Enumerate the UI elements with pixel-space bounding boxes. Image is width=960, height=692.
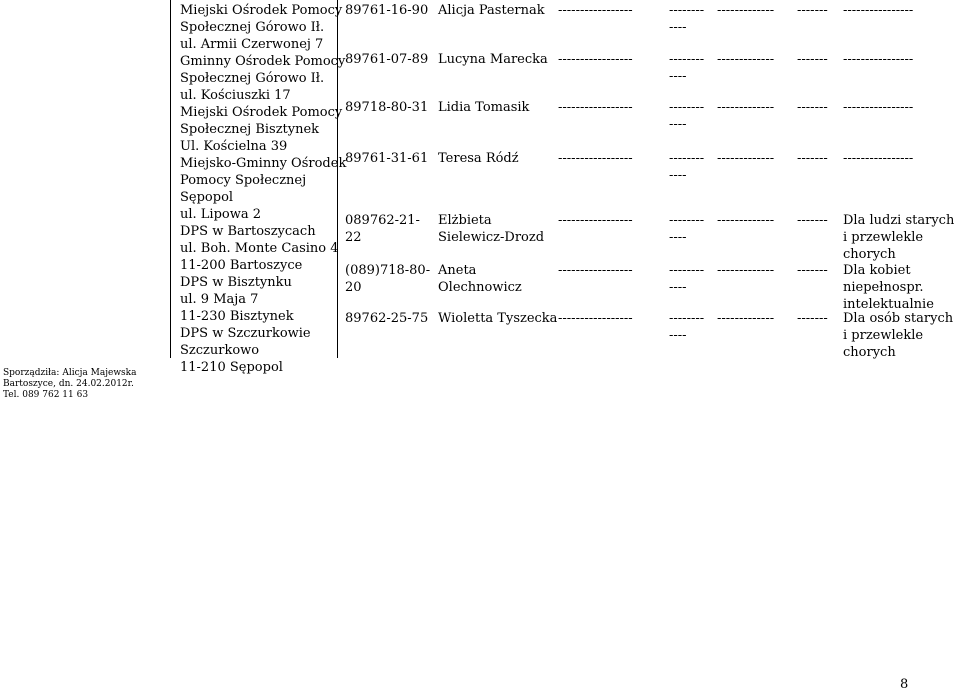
table-cell-c1: ----------------- — [558, 263, 633, 278]
institution-line: ul. Lipowa 2 — [180, 207, 262, 222]
table-cell-person: Elżbieta — [438, 213, 492, 228]
table-cell-c1: ----------------- — [558, 52, 633, 67]
table-cell-person: Olechnowicz — [438, 280, 522, 295]
institution-line: Społecznej Górowo Ił. — [180, 20, 325, 35]
prepared-by: Sporządziła: Alicja Majewska — [3, 368, 137, 378]
table-cell-person: Alicja Pasternak — [438, 3, 545, 18]
table-cell-c1: ----------------- — [558, 311, 633, 326]
table-cell-c3: ------------- — [717, 263, 775, 278]
table-cell-phone: (089)718-80- — [345, 263, 431, 278]
table-cell-phone: 89761-31-61 — [345, 151, 429, 166]
institution-line: DPS w Bisztynku — [180, 275, 292, 290]
institution-line: Pomocy Społecznej — [180, 173, 307, 188]
table-cell-c4: ------- — [797, 263, 828, 278]
institution-line: 11-200 Bartoszyce — [180, 258, 303, 273]
table-cell-c3: ------------- — [717, 213, 775, 228]
institution-line: Gminny Ośrodek Pomocy — [180, 54, 346, 69]
table-cell-person: Lidia Tomasik — [438, 100, 530, 115]
institution-line: DPS w Bartoszycach — [180, 224, 316, 239]
table-cell-c1: ----------------- — [558, 100, 633, 115]
institution-line: ul. Kościuszki 17 — [180, 88, 291, 103]
table-cell-c2: -------- — [669, 52, 705, 67]
table-cell-c5: niepełnospr. — [843, 280, 924, 295]
table-cell-c2: ---- — [669, 20, 687, 35]
institution-line: ul. Boh. Monte Casino 4 — [180, 241, 339, 256]
institution-line: Społecznej Bisztynek — [180, 122, 320, 137]
table-cell-c3: ------------- — [717, 100, 775, 115]
table-cell-c2: ---- — [669, 168, 687, 183]
table-border-line — [170, 0, 171, 358]
institution-line: Szczurkowo — [180, 343, 260, 358]
table-cell-c5: ---------------- — [843, 151, 914, 166]
table-cell-c2: ---- — [669, 280, 687, 295]
table-cell-person: Lucyna Marecka — [438, 52, 548, 67]
table-cell-c4: ------- — [797, 100, 828, 115]
institution-line: ul. Armii Czerwonej 7 — [180, 37, 324, 52]
table-cell-c2: -------- — [669, 263, 705, 278]
institution-line: Ul. Kościelna 39 — [180, 139, 288, 154]
table-cell-phone: 089762-21- — [345, 213, 420, 228]
table-cell-c5: Dla kobiet — [843, 263, 911, 278]
table-cell-c2: ---- — [669, 117, 687, 132]
table-cell-c5: chorych — [843, 345, 896, 360]
table-cell-c5: i przewlekle — [843, 328, 924, 343]
table-cell-c2: -------- — [669, 151, 705, 166]
institution-line: Miejski Ośrodek Pomocy — [180, 3, 343, 18]
institution-line: ul. 9 Maja 7 — [180, 292, 259, 307]
table-cell-c5: chorych — [843, 247, 896, 262]
table-cell-person: Sielewicz-Drozd — [438, 230, 545, 245]
table-cell-c3: ------------- — [717, 151, 775, 166]
table-cell-c5: ---------------- — [843, 3, 914, 18]
table-cell-phone: 20 — [345, 280, 362, 295]
table-cell-c2: ---- — [669, 328, 687, 343]
table-cell-c4: ------- — [797, 311, 828, 326]
table-cell-c5: intelektualnie — [843, 297, 934, 312]
page-number: 8 — [900, 677, 909, 692]
table-cell-c4: ------- — [797, 52, 828, 67]
institution-line: 11-210 Sępopol — [180, 360, 283, 375]
institution-line: Sępopol — [180, 190, 234, 205]
institution-line: 11-230 Bisztynek — [180, 309, 294, 324]
table-cell-phone: 89761-07-89 — [345, 52, 429, 67]
institution-line: Miejsko-Gminny Ośrodek — [180, 156, 347, 171]
table-cell-c3: ------------- — [717, 3, 775, 18]
place-date: Bartoszyce, dn. 24.02.2012r. — [3, 379, 134, 389]
table-cell-person: Aneta — [438, 263, 477, 278]
table-cell-person: Teresa Ródź — [438, 151, 519, 166]
table-cell-c4: ------- — [797, 151, 828, 166]
table-cell-c5: ---------------- — [843, 100, 914, 115]
table-cell-c1: ----------------- — [558, 213, 633, 228]
table-cell-c2: -------- — [669, 3, 705, 18]
table-cell-c2: ---- — [669, 69, 687, 84]
institution-line: DPS w Szczurkowie — [180, 326, 311, 341]
table-cell-c4: ------- — [797, 213, 828, 228]
table-cell-phone: 89718-80-31 — [345, 100, 429, 115]
table-cell-c5: ---------------- — [843, 52, 914, 67]
table-cell-c1: ----------------- — [558, 151, 633, 166]
table-cell-c5: Dla osób starych — [843, 311, 954, 326]
table-cell-phone: 89761-16-90 — [345, 3, 429, 18]
table-cell-c5: i przewlekle — [843, 230, 924, 245]
table-cell-phone: 89762-25-75 — [345, 311, 429, 326]
table-cell-c1: ----------------- — [558, 3, 633, 18]
table-cell-c2: ---- — [669, 230, 687, 245]
table-cell-c5: Dla ludzi starych — [843, 213, 955, 228]
table-cell-c3: ------------- — [717, 311, 775, 326]
contact-phone: Tel. 089 762 11 63 — [3, 390, 89, 400]
table-cell-c4: ------- — [797, 3, 828, 18]
institution-line: Społecznej Górowo Ił. — [180, 71, 325, 86]
table-cell-c2: -------- — [669, 100, 705, 115]
table-cell-person: Wioletta Tyszecka — [438, 311, 558, 326]
table-cell-c2: -------- — [669, 213, 705, 228]
institution-line: Miejski Ośrodek Pomocy — [180, 105, 343, 120]
table-cell-c2: -------- — [669, 311, 705, 326]
table-cell-c3: ------------- — [717, 52, 775, 67]
table-cell-phone: 22 — [345, 230, 362, 245]
